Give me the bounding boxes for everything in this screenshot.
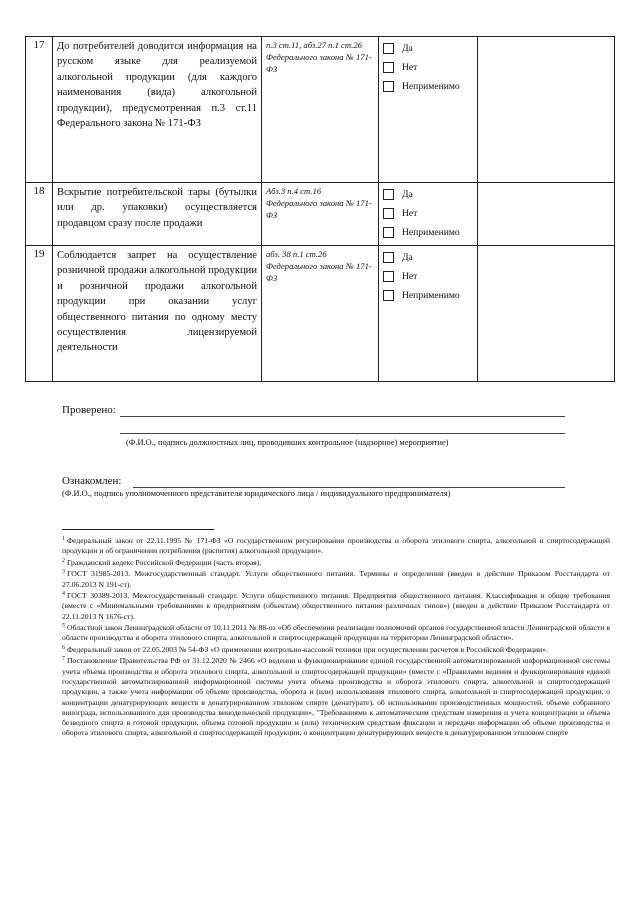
answer-options (379, 246, 478, 382)
footnote-text: Федеральный закон от 22.11.1995 № 171-ФЗ «О государственном регулировании производства и оборота этилового спирта, алкогольной и спиртосодержащей продукции и об ограничении потребления (распития) алкогольной продукции». (62, 536, 610, 556)
note-cell (478, 246, 615, 382)
checkbox[interactable] (383, 189, 394, 200)
option-label: Да (402, 43, 413, 54)
checked-caption: (Ф.И.О., подпись должностных лиц, проводивших контрольное (надзорное) мероприятие) (126, 438, 449, 447)
footnote (62, 645, 610, 655)
option-yes[interactable] (383, 248, 473, 267)
footnote-mark: 7 (62, 656, 65, 663)
option-label: Нет (402, 208, 418, 219)
requirement-text: До потребителей доводится информация на русском языке для реализуемой алкогольной продукции (для каждого наименования (вида) алкогольной продукции), предусмотренная п.3 ст.11 Федерального закона № 171-ФЗ (53, 37, 262, 183)
footnote-text: Гражданский кодекс Российской Федерации (часть вторая). (67, 557, 262, 567)
option-label: Неприменимо (402, 227, 460, 238)
acquainted-signature-line[interactable] (133, 474, 565, 488)
footnote (62, 591, 610, 622)
requirement-text: Соблюдается запрет на осуществление розничной продажи алкогольной продукции и розничной продажи алкогольной продукции при оказании услуг общественного питания по одному месту осуществления лицензируемой деятельности (53, 246, 262, 382)
checkbox[interactable] (383, 81, 394, 92)
option-no[interactable] (383, 267, 473, 286)
row-number: 17 (26, 37, 53, 183)
footnote-separator (62, 529, 214, 530)
option-no[interactable] (383, 58, 473, 77)
row-number: 19 (26, 246, 53, 382)
row-number: 18 (26, 183, 53, 246)
footnote-mark: 2 (62, 557, 65, 564)
footnote-text: Постановление Правительства РФ от 31.12.2020 № 2466 «О ведении и функционировании единой государственной автоматизированной информационной системы учета объема производства и оборота этилового спирта, алкогольной и спиртосодержащей продукции» (вместе с «Правилами ведения и функционирования единой государственной автоматизированной информационной системы учета объема производства и оборота этилового спирта, алкогольной и спиртосодержащей продукции, а также учета информации об объеме производства, оборота и (или) использования этилового спирта, алкогольной и спиртосодержащей продукции, о концентрации денатурирующих веществ в денатурированном этиловом спирте (денатурате), об использовании производственных мощностей, объеме собранного винограда, использованного для производства винодельческой продукции», "Требованиями к автоматическим средствам измерения и учета концентрации и объема безводного спирта в готовой продукции, объема готовой продукции и (или) техническим средствам фиксации и передачи информации об объеме производства и оборота этилового спирта, алкогольной и спиртосодержащей продукции, о концентрации денатурирующих веществ в денатурированном этиловом спирте (62, 656, 610, 738)
footnote (62, 558, 610, 568)
checkbox[interactable] (383, 252, 394, 263)
option-not-applicable[interactable] (383, 286, 473, 305)
checkbox[interactable] (383, 271, 394, 282)
footnote-text: ГОСТ 30389-2013. Межгосударственный стандарт. Услуги общественного питания. Предприятия общественного питания. Классификация и общие требования (вместе с «Минимальными требованиями к предприятиям (объектам) общественного питания различных типов») (введен в действие Приказом Росстандарта от 22.11.2013 N 1676-ст). (62, 591, 610, 621)
checked-label: Проверено: (62, 404, 116, 416)
option-not-applicable[interactable] (383, 77, 473, 96)
footnote (62, 536, 610, 557)
checkbox[interactable] (383, 208, 394, 219)
option-not-applicable[interactable] (383, 223, 473, 242)
legal-reference: абз. 38 п.1 ст.26 Федерального закона № 171-ФЗ (262, 246, 379, 382)
footnote-mark: 5 (62, 623, 65, 630)
option-label: Да (402, 252, 413, 263)
checkbox[interactable] (383, 43, 394, 54)
checkbox[interactable] (383, 227, 394, 238)
footnote-mark: 4 (62, 591, 65, 598)
option-yes[interactable] (383, 185, 473, 204)
footnote-text: Областной закон Ленинградской области от 10.11.2011 № 88-оз «Об обеспечении реализации полномочий органов государственной власти Ленинградской области в области производства и оборота этилового спирта, алкогольной и спиртосодержащей продукции на территории Ленинградской области». (62, 623, 610, 643)
answer-options (379, 37, 478, 183)
table-row (26, 37, 615, 183)
acquainted-label: Ознакомлен: (62, 475, 122, 487)
footnotes (62, 536, 610, 740)
option-no[interactable] (383, 204, 473, 223)
option-label: Нет (402, 62, 418, 73)
footnote (62, 656, 610, 738)
checked-signature-line[interactable] (120, 403, 565, 417)
note-cell (478, 183, 615, 246)
footnote-mark: 3 (62, 569, 65, 576)
table-row (26, 246, 615, 382)
legal-reference: п.3 ст.11, абз.27 п.1 ст.26 Федерального закона № 171-ФЗ (262, 37, 379, 183)
footnote (62, 569, 610, 590)
footnote (62, 623, 610, 644)
checklist-table (25, 36, 615, 382)
checkbox[interactable] (383, 62, 394, 73)
footnote-text: Федеральный закон от 22.05.2003 № 54-ФЗ «О применении контрольно-кассовой техники при осуществлении расчетов в Российской Федерации». (67, 644, 548, 654)
option-label: Неприменимо (402, 81, 460, 92)
footnote-mark: 6 (62, 644, 65, 651)
legal-reference: Абз.3 п.4 ст.16 Федерального закона № 171-ФЗ (262, 183, 379, 246)
requirement-text: Вскрытие потребительской тары (бутылки или др. упаковки) осуществляется продавцом сразу после продажи (53, 183, 262, 246)
footnote-text: ГОСТ 31985-2013. Межгосударственный стандарт. Услуги общественного питания. Термины и определения (введен в действие Приказом Росстандарта от 27.06.2013 N 191-ст). (62, 569, 610, 589)
option-yes[interactable] (383, 39, 473, 58)
footnote-mark: 1 (62, 536, 65, 542)
note-cell (478, 37, 615, 183)
option-label: Неприменимо (402, 290, 460, 301)
checked-signature-line-2[interactable] (120, 421, 565, 434)
acquainted-caption: (Ф.И.О., подпись уполномоченного представителя юридического лица / индивидуального предпринимателя) (62, 489, 451, 498)
checkbox[interactable] (383, 290, 394, 301)
table-row (26, 183, 615, 246)
option-label: Нет (402, 271, 418, 282)
option-label: Да (402, 189, 413, 200)
answer-options (379, 183, 478, 246)
